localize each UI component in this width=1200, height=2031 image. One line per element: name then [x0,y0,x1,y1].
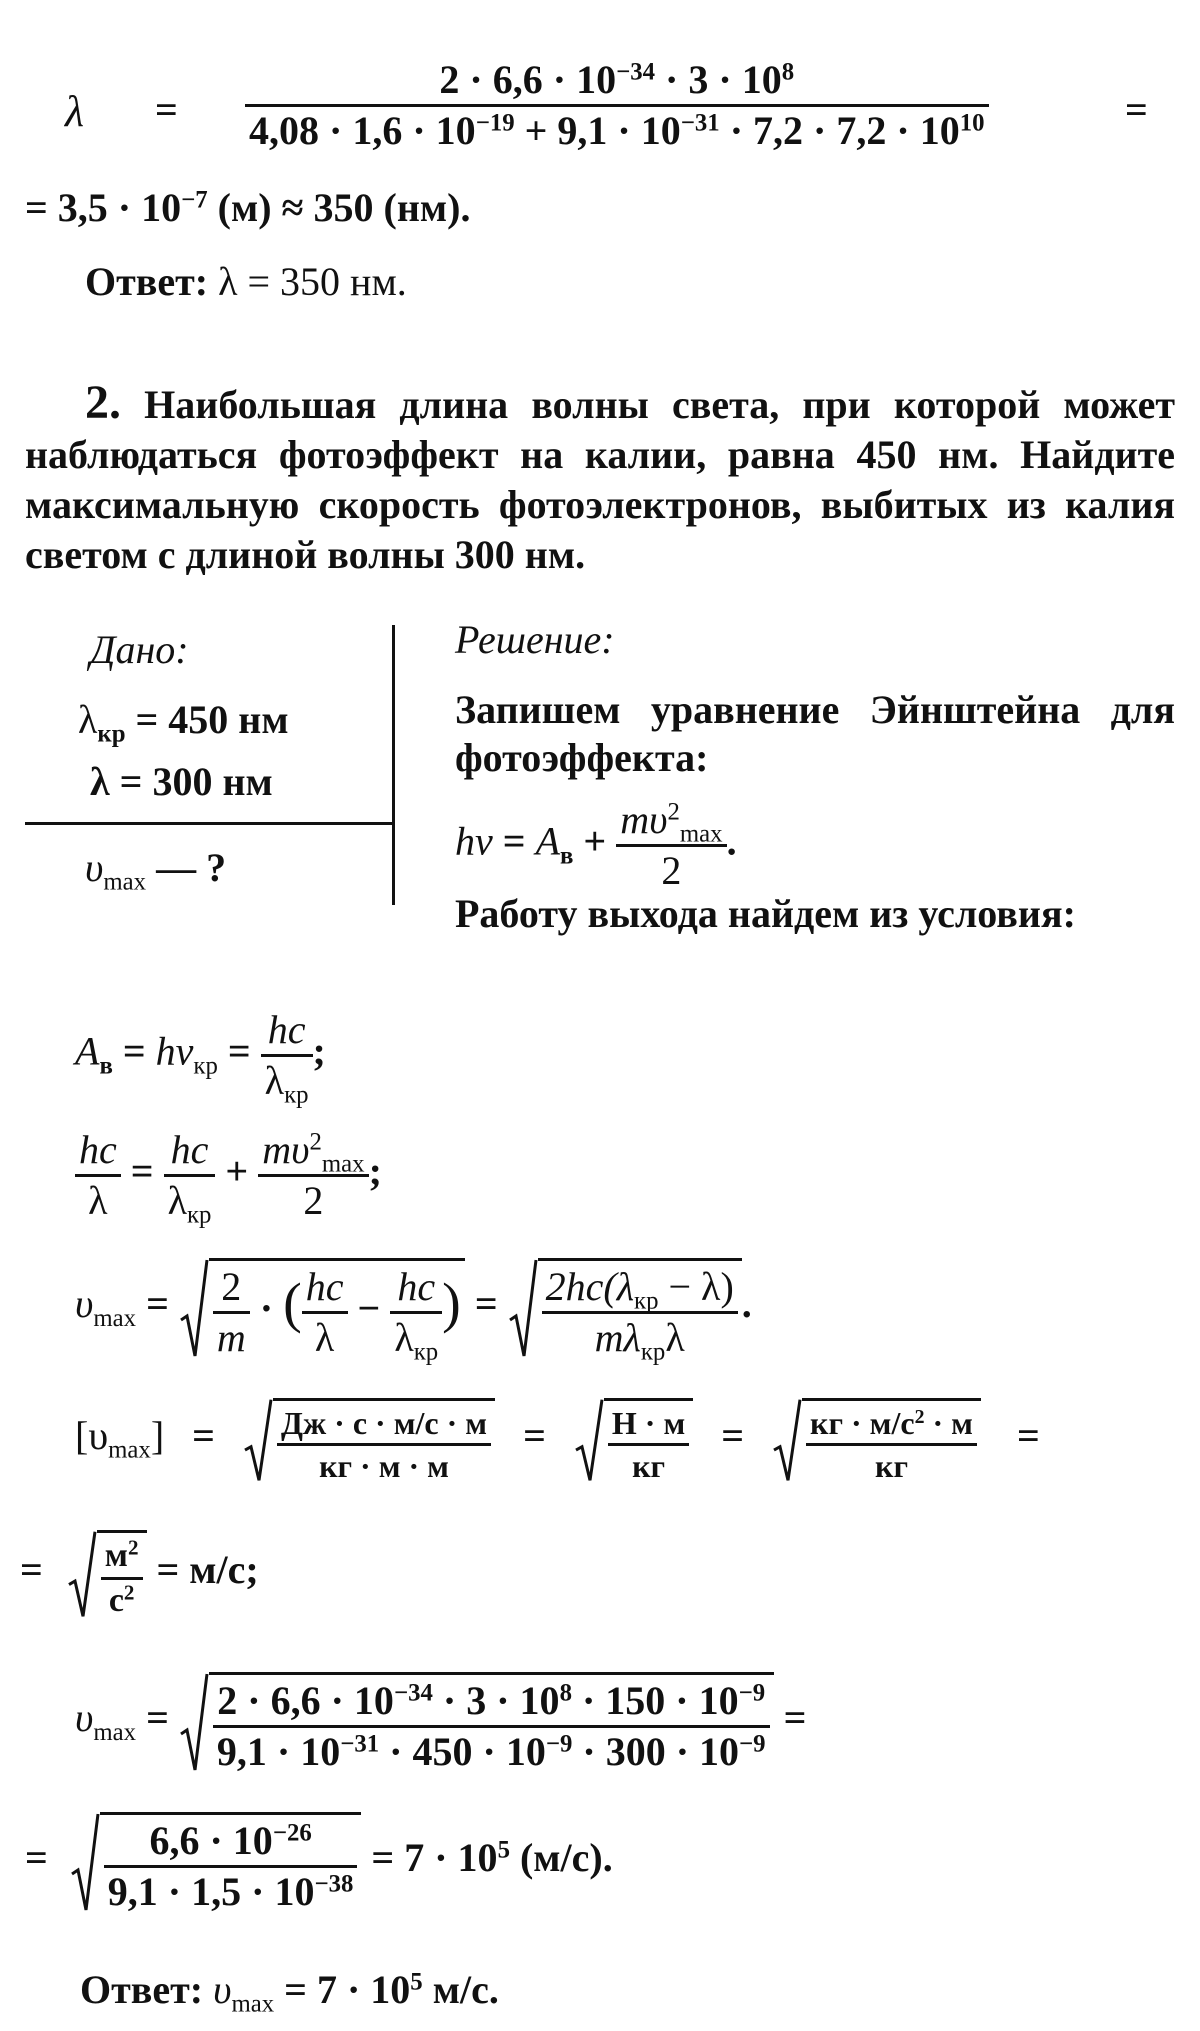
given-divider [25,822,395,825]
nc-den-e2: −9 [545,1730,573,1758]
prev-result-exp: −7 [181,186,208,214]
nc-num-e1: −34 [393,1679,433,1707]
nc-den-b: · 450 · 10 [379,1729,546,1774]
eb-lambda2: λ [167,1178,187,1223]
prev-den-c: · 7,2 · 7,2 · 10 [719,108,960,153]
vf-max: max [93,1304,137,1332]
problem-statement [25,378,1175,580]
given-find-rest: — ? [146,845,227,890]
vf-kp: кр [413,1338,439,1366]
nc-s-den-a: 9,1 · 1,5 · 10 [107,1869,315,1914]
units-f3-num-exp: 2 [914,1406,925,1429]
vf-period: . [741,1281,752,1327]
answer-v: υ [213,1967,232,2012]
work-function-equation [75,1007,326,1109]
nc-s-den-e: −38 [314,1870,354,1898]
prev-num: 2 · 6,6 · 10 [439,57,617,102]
eb-eq: = [130,1148,154,1194]
vf-minus-l: − λ) [658,1264,734,1309]
given-lambda-kr [78,697,289,748]
prev-result-a: = 3,5 · 10 [25,185,182,230]
given-l1-val: = 450 нм [125,697,289,742]
nc-num-a: 2 · 6,6 · 10 [217,1678,394,1723]
units-f2-den: кг [632,1448,666,1484]
given-find-sub: max [103,868,147,896]
eb-max: max [321,1150,365,1178]
vf-kp3: кр [640,1338,666,1366]
units-f1-den: кг · м · м [319,1448,449,1484]
wf-semicolon: ; [312,1028,326,1074]
prev-answer-label: Ответ: [85,259,209,304]
eb-kp: кр [186,1201,212,1229]
given-title: Дано: [90,627,189,672]
prev-den-a: 4,08 · 1,6 · 10 [249,108,476,153]
given-lambda: λ = 300 нм [90,759,273,804]
units-f2-num: Н · м [608,1407,689,1446]
units-max: max [108,1436,151,1464]
nc-res-a: = 7 · 10 [371,1835,498,1881]
vf-eq1: = [146,1281,169,1327]
vf-l1: λ [314,1315,335,1360]
prev-den-exp3: 10 [959,109,985,137]
vf-sqrt2 [508,1258,742,1366]
nc-res-b: (м/с). [509,1835,613,1881]
units-f4-den: с [108,1582,124,1619]
einstein-equation [455,797,737,893]
prev-fraction [245,57,989,153]
nc-den-e3: −9 [739,1730,766,1758]
vf-sqrt1: $\frac{2}{m}$ · ( $\frac{hc}{\lambda}$ − $\frac{hc}{\lambda_{кр}}$ ) [179,1258,465,1358]
nc-eq2: = [783,1695,807,1741]
wf-lambda: λ [264,1058,285,1103]
wf-A-sub: в [99,1052,113,1080]
vf-2hc: 2hc(λ [545,1264,635,1309]
vf-kp2: кр [634,1287,659,1315]
vf-m: m [216,1315,246,1360]
units-eq4: = [1016,1413,1040,1459]
eb-hc2: hc [164,1130,216,1177]
nc-s-num-e: −26 [272,1819,312,1847]
wf-hv: hν [155,1028,194,1074]
answer-rest-a: = 7 · 10 [274,1967,411,2012]
nc-s-num-a: 6,6 · 10 [149,1818,273,1863]
vf-hc1: hc [302,1267,348,1314]
units-f4-exp: 2 [127,1535,139,1560]
wf-eq2: = [227,1028,251,1074]
eq-period: . [726,818,737,864]
prev-den-exp2: −31 [680,109,720,137]
units-eq3: = [721,1413,745,1459]
eb-semicolon: ; [368,1148,382,1194]
prev-den-b: + 9,1 · 10 [514,108,681,153]
units-lhs: [υ [75,1413,109,1459]
problem-number: 2. [85,376,121,429]
units-sqrt3 [772,1398,981,1482]
nc-sqrt2 [70,1812,362,1912]
eq-A-sub: в [560,842,574,870]
wf-eq1: = [122,1028,146,1074]
given-find [85,845,227,896]
eb-mv: mυ [262,1127,310,1172]
units-sqrt1 [243,1398,495,1482]
vf-minus: − [357,1285,381,1331]
given-find-sym: υ [85,845,104,890]
prev-num-mid: · 3 · 10 [655,57,782,102]
nc-sqrt1 [179,1672,774,1772]
answer-sub: max [231,1990,275,2018]
numeric-calc-line1 [75,1672,806,1772]
equals-sign: = [155,87,178,132]
wf-hc: hc [261,1010,313,1057]
prev-answer-value: λ = 350 нм. [218,259,407,304]
units-sqrt4 [67,1530,147,1618]
wf-A: A [75,1028,100,1074]
prev-answer [85,259,407,304]
eq-equals: = [502,818,526,864]
vf-dot: · [259,1285,274,1331]
units-eq2: = [523,1413,546,1459]
nc-max: max [93,1718,137,1746]
eb-hc1: hc [75,1130,121,1177]
eb-plus: + [225,1148,249,1194]
units-eq5: = [20,1547,43,1593]
units-f3-den: кг [875,1448,908,1484]
answer-rest-b: м/с. [422,1967,499,2012]
nc-den-e1: −31 [340,1730,380,1758]
units-f3-num-b: · м [924,1405,973,1441]
solution-title: Решение: [455,617,615,662]
eq-sq: 2 [667,798,680,826]
units-f1-num: Дж · с · м/с · м [277,1407,491,1446]
nc-num-e3: −9 [738,1679,766,1707]
nc-num-b: · 3 · 10 [432,1678,560,1723]
units-lhs-close: ] [150,1413,165,1459]
prev-result [25,185,471,230]
vf-lam: λ [665,1315,685,1360]
prev-num-exp1: −34 [616,58,656,86]
answer-label: Ответ: [80,1967,204,2012]
units-sqrt2 [574,1398,693,1482]
nc-res-e: 5 [497,1836,510,1864]
energy-balance-equation [75,1127,382,1229]
prev-num-exp2: 8 [781,58,795,86]
units-result: = м/с; [156,1547,259,1593]
nc-den-a: 9,1 · 10 [216,1729,341,1774]
vf-hc2: hc [390,1267,442,1314]
given-l1-sym: λ [78,697,98,742]
nc-num-e2: 8 [559,1679,572,1707]
solution-text-1: Запишем уравнение Эйнштейна для фотоэффекта: [455,687,1175,780]
wf-lambda-sub: кр [284,1081,309,1109]
eq-max: max [679,820,723,848]
eq-A: A [535,818,560,864]
units-f4-den-exp: 2 [123,1580,135,1605]
units-check-line1 [75,1398,1040,1482]
units-eq1: = [192,1413,215,1459]
given-l1-sub: кр [97,720,126,748]
eq-plus: + [583,818,607,864]
units-check-line2 [20,1530,259,1618]
answer-rest-e: 5 [410,1968,423,1996]
nc-eq1: = [146,1695,169,1741]
units-f4-num: м [104,1537,128,1574]
prev-den-exp1: −19 [475,109,515,137]
vf-l2: λ [394,1315,414,1360]
nc-v: υ [75,1695,94,1741]
eq-hv: hν [455,818,493,864]
eb-two: 2 [303,1178,324,1223]
prev-result-b: (м) ≈ 350 (нм). [207,185,471,230]
eq-mv: mυ [620,797,668,842]
nc-den-c: · 300 · 10 [572,1729,740,1774]
equals-sign-right: = [1125,87,1148,132]
eb-lambda1: λ [88,1178,108,1223]
vf-v: υ [75,1281,94,1327]
numeric-calc-line2 [25,1812,613,1912]
vmax-formula [75,1258,752,1366]
nc-eq3: = [25,1835,48,1881]
vf-two: 2 [213,1267,250,1314]
vf-mlam: mλ [594,1315,641,1360]
eq-two: 2 [661,848,682,893]
vf-eq2: = [474,1281,498,1327]
eb-sq: 2 [309,1128,322,1156]
final-answer [80,1967,499,2018]
wf-hv-sub: кр [193,1052,218,1080]
nc-num-c: · 150 · 10 [571,1678,739,1723]
problem-text: Наибольшая длина волны света, при которой может наблюдаться фотоэффект на калии, равна 450 нм. Найдите максимальную скорость фотоэлектронов, выбитых из калия светом с длиной волны 300 нм. [25,382,1176,577]
given-vertical-divider [392,625,395,905]
units-f3-num-a: кг · м/с [810,1405,915,1441]
solution-text-2: Работу выхода найдем из условия: [455,891,1076,936]
lambda-symbol: λ [65,87,85,136]
